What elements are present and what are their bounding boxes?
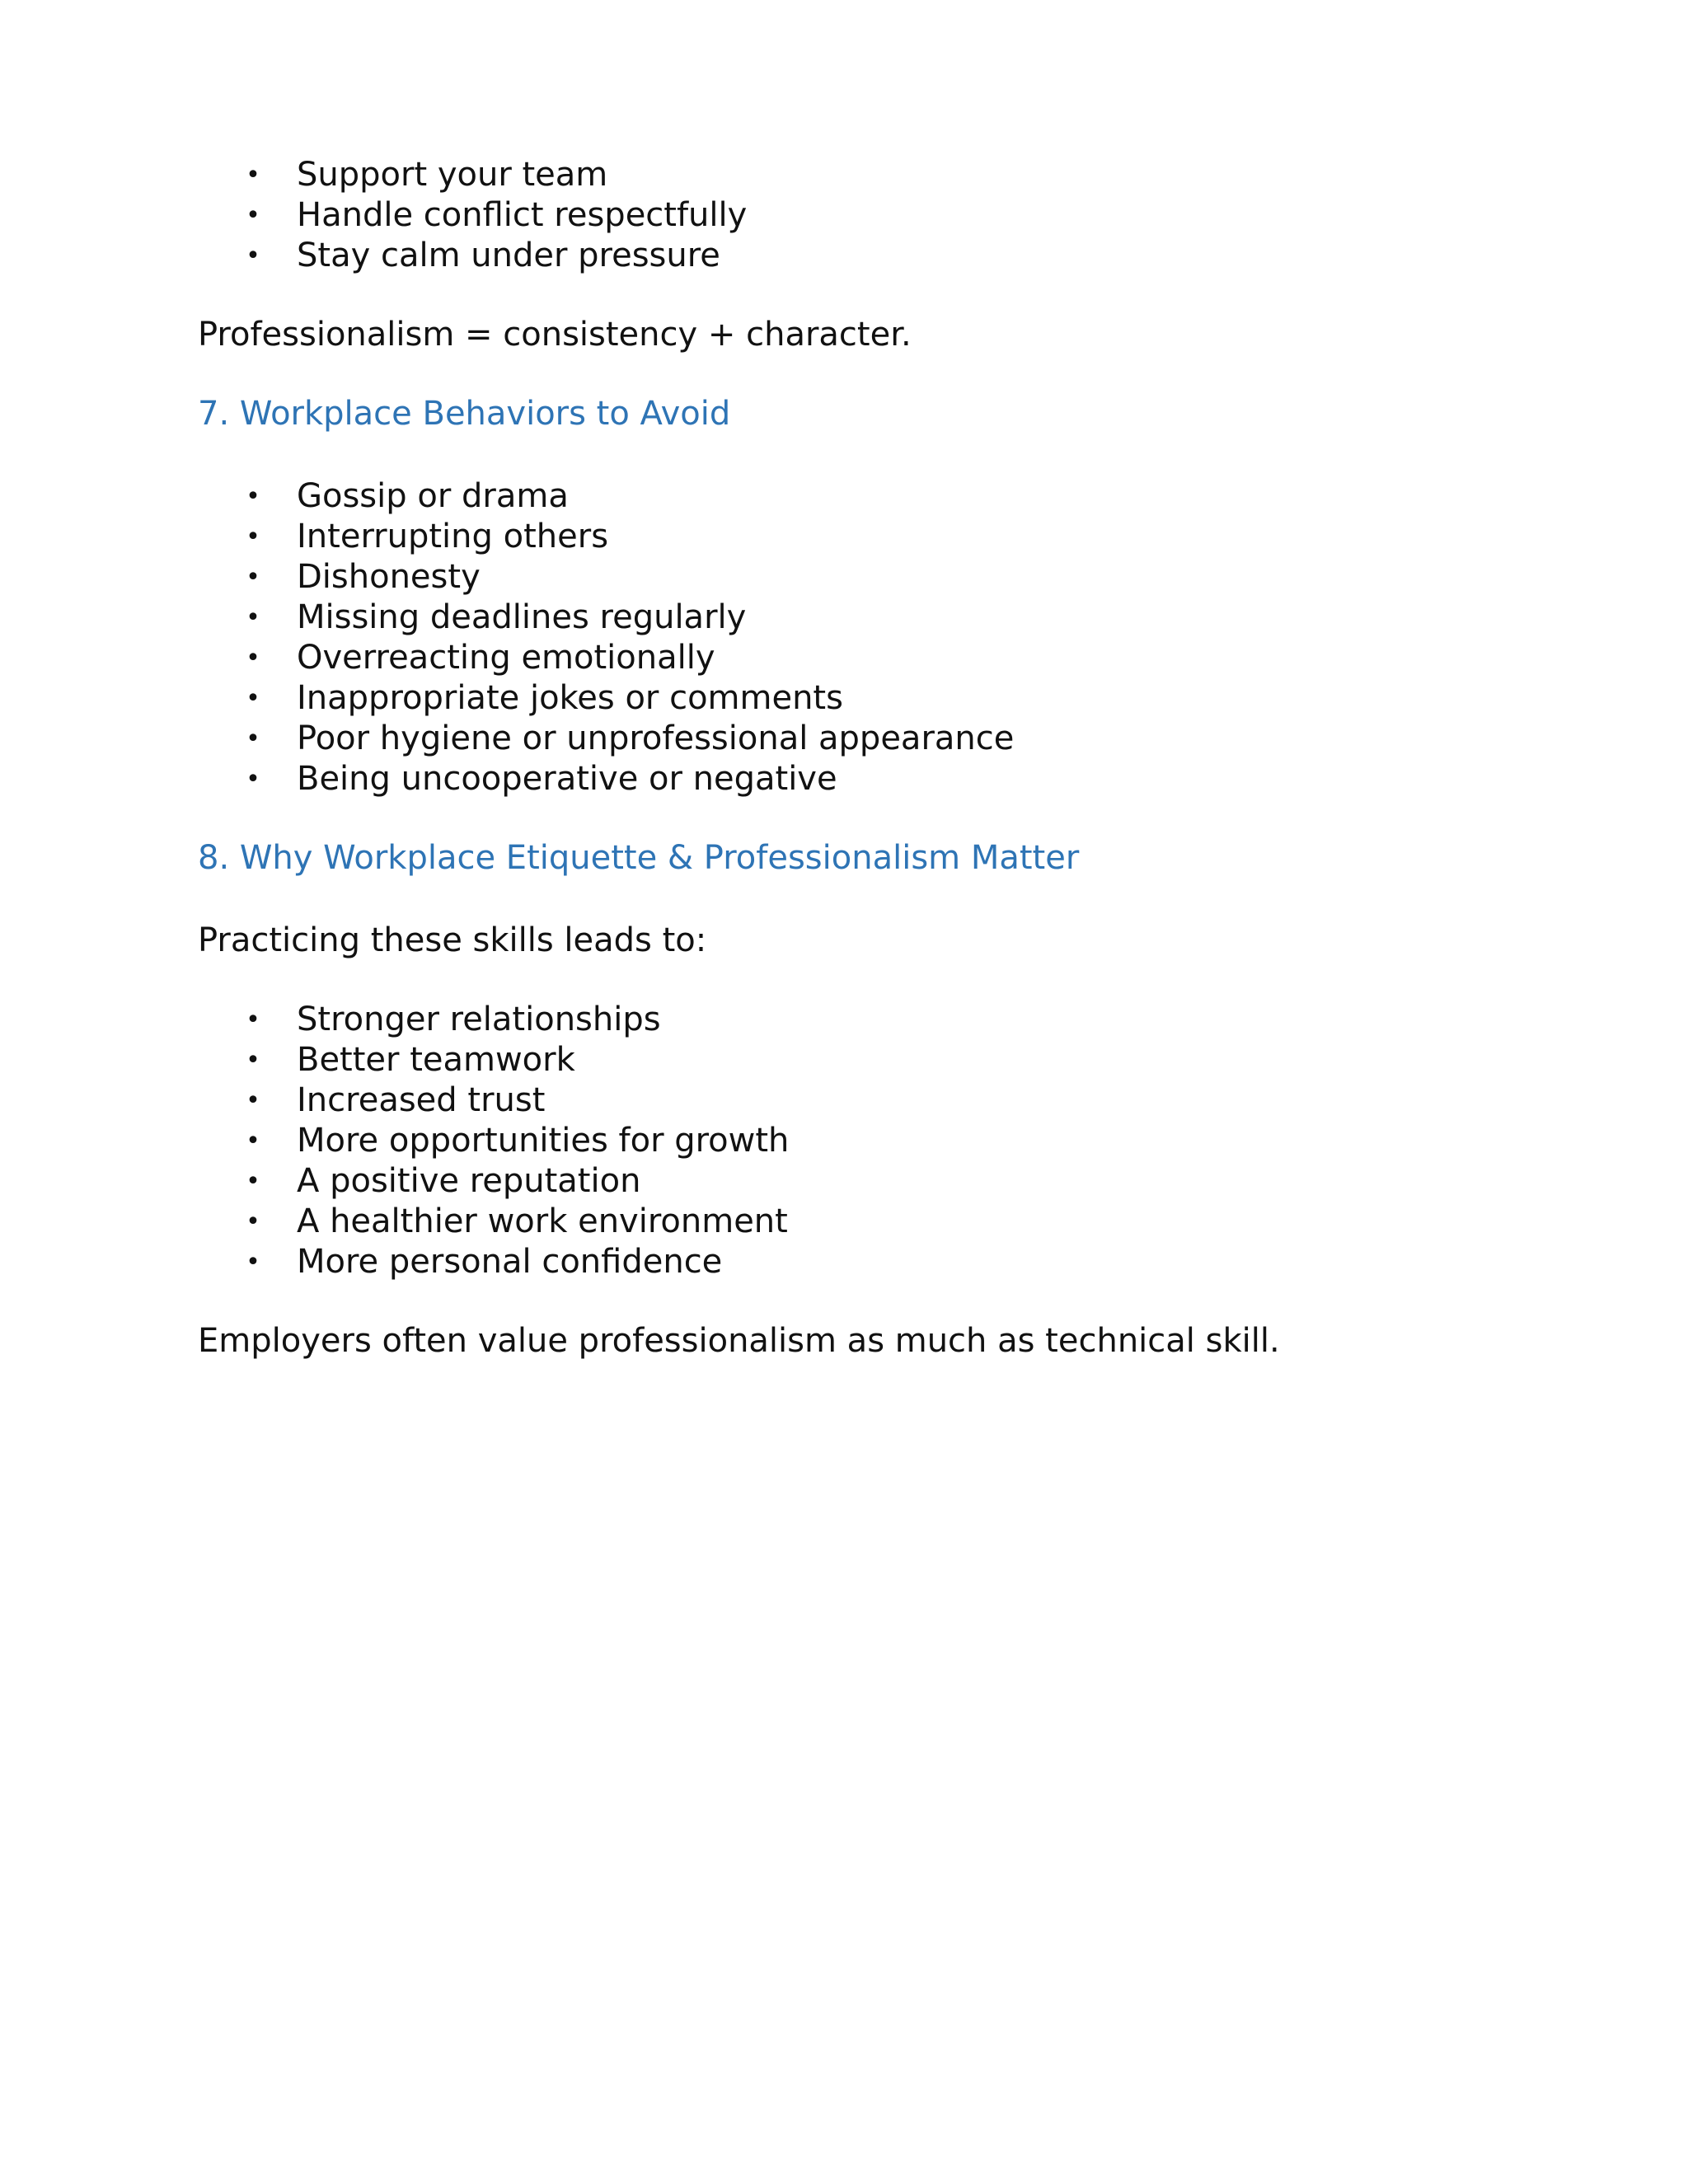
list-item-text: A healthier work environment [297, 1202, 788, 1240]
list-item-text: Poor hygiene or unprofessional appearance [297, 719, 1015, 757]
list-item [198, 1242, 1492, 1282]
bullet-icon: • [246, 563, 260, 592]
list-item-text: Being uncooperative or negative [297, 760, 837, 798]
list-item-text: Missing deadlines regularly [297, 598, 747, 636]
spacer [198, 961, 1492, 1000]
list-item [198, 155, 1492, 195]
list-item-text: Support your team [297, 156, 608, 194]
list-item [198, 1161, 1492, 1202]
bullet-icon: • [246, 1005, 260, 1034]
list-item-text: A positive reputation [297, 1162, 641, 1200]
bullet-icon: • [246, 482, 260, 511]
list-item [198, 517, 1492, 557]
list-item-text: Gossip or drama [297, 477, 569, 515]
list-item-text: Dishonesty [297, 558, 481, 596]
bullet-icon: • [246, 1127, 260, 1155]
spacer [198, 799, 1492, 838]
bullet-icon: • [246, 1248, 260, 1277]
bullet-icon: • [246, 241, 260, 270]
bullet-icon: • [246, 765, 260, 794]
list-item-text: Inappropriate jokes or comments [297, 679, 843, 717]
list-item-text: Better teamwork [297, 1041, 575, 1079]
spacer [198, 1282, 1492, 1321]
bullet-icon: • [246, 523, 260, 551]
list-item-text: Interrupting others [297, 518, 609, 555]
list-item [198, 195, 1492, 236]
bullet-icon: • [246, 603, 260, 632]
bullet-icon: • [246, 1046, 260, 1075]
bullet-icon: • [246, 161, 260, 190]
list-item-text: Overreacting emotionally [297, 639, 715, 677]
bullet-icon: • [246, 644, 260, 673]
list-item-text: Handle conflict respectfully [297, 196, 748, 234]
bullet-icon: • [246, 1207, 260, 1236]
section-7-heading: 7. Workplace Behaviors to Avoid [198, 395, 731, 433]
list-item [198, 1121, 1492, 1161]
bullet-icon: • [246, 1086, 260, 1115]
list-item [198, 1040, 1492, 1080]
benefits-list [198, 1000, 1492, 1282]
list-item-text: More personal confidence [297, 1243, 723, 1281]
list-item [198, 236, 1492, 276]
bullet-icon: • [246, 724, 260, 753]
spacer [198, 276, 1492, 315]
list-item [198, 759, 1492, 799]
document-content [198, 155, 1492, 1361]
bullet-icon: • [246, 201, 260, 230]
list-item-text: More opportunities for growth [297, 1122, 790, 1160]
list-item [198, 476, 1492, 517]
behaviors-to-avoid-list [198, 476, 1492, 799]
bullet-icon: • [246, 1167, 260, 1196]
bullet-icon: • [246, 684, 260, 713]
list-item [198, 719, 1492, 759]
list-item [198, 1000, 1492, 1040]
section-8-lead-in: Practicing these skills leads to: [198, 921, 707, 959]
intro-bullet-list [198, 155, 1492, 276]
closing-line: Employers often value professionalism as much as technical skill. [198, 1322, 1280, 1360]
list-item [198, 638, 1492, 678]
spacer [198, 434, 1492, 476]
summary-line: Professionalism = consistency + character. [198, 316, 912, 354]
spacer [198, 355, 1492, 394]
list-item [198, 557, 1492, 598]
list-item [198, 598, 1492, 638]
list-item-text: Increased trust [297, 1081, 546, 1119]
list-item [198, 1080, 1492, 1121]
spacer [198, 879, 1492, 921]
section-8-heading: 8. Why Workplace Etiquette & Professionalism Matter [198, 839, 1080, 877]
list-item [198, 678, 1492, 719]
list-item-text: Stay calm under pressure [297, 237, 720, 274]
list-item-text: Stronger relationships [297, 1001, 661, 1038]
list-item [198, 1202, 1492, 1242]
